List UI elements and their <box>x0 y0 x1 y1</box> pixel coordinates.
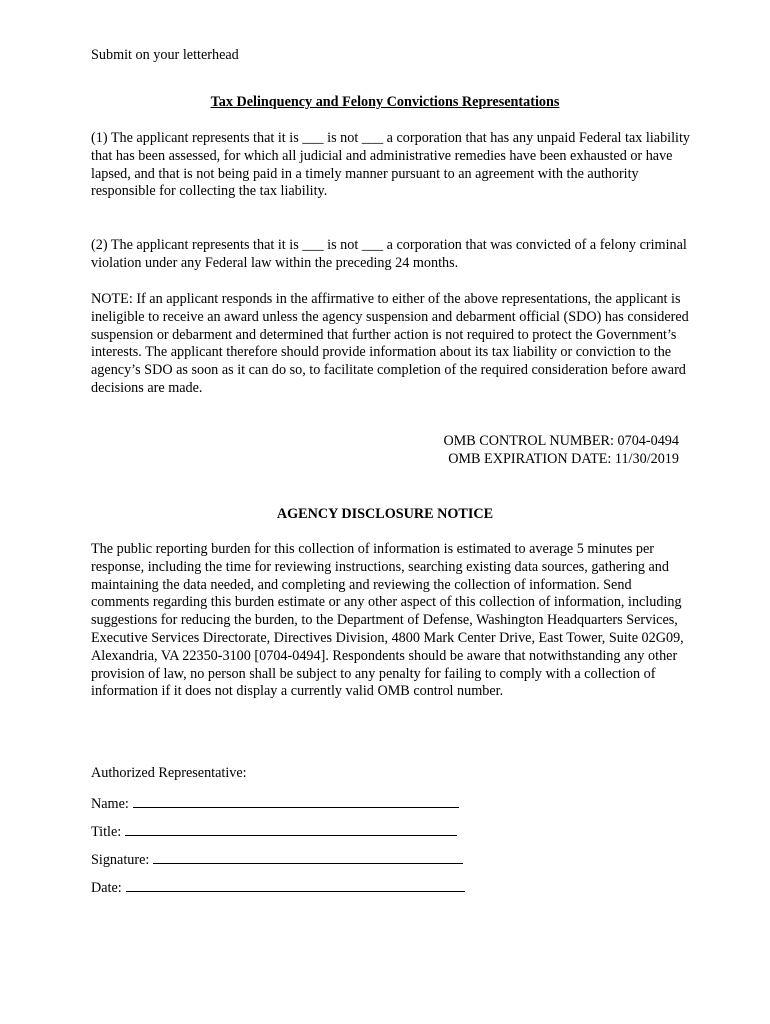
paragraph-1-text-c: a corporation that has any unpaid Federal tax liability that has been assessed, for which all judicial and administrative remedies have been exhausted or have lapsed, and that is not being paid in a timely manner pursuant to an agreement with the authority responsible for collecting the tax liability. <box>91 130 691 200</box>
paragraph-2-blank-is[interactable]: ___ <box>302 237 324 253</box>
paragraph-1-text-a: (1) The applicant represents that it is <box>91 130 299 146</box>
date-label: Date: <box>91 880 122 896</box>
name-field-row <box>91 793 459 814</box>
disclosure-body: The public reporting burden for this collection of information is estimated to average 5 minutes per response, including the time for reviewing instructions, searching existing data sources, gathering and maintaining the data needed, and completing and reviewing the collection of information. Send comments regarding this burden estimate or any other aspect of this collection of information, including suggestions for reducing the burden, to the Department of Defense, Washington Headquarters Services, Executive Services Directorate, Directives Division, 4800 Mark Center Drive, East Tower, Suite 02G09, Alexandria, VA 22350-3100 [0704-0494]. Respondents should be aware that notwithstanding any other provision of law, no person shall be subject to any penalty for failing to comply with a collection of information if it does not display a currently valid OMB control number. <box>91 541 684 700</box>
document-title: Tax Delinquency and Felony Convictions Representations <box>210 94 560 110</box>
representation-paragraph-2 <box>91 237 691 273</box>
signature-block-heading: Authorized Representative: <box>91 765 247 781</box>
signature-field-row <box>91 849 463 870</box>
paragraph-2-text-c: a corporation that was convicted of a felony criminal violation under any Federal law within the preceding 24 months. <box>91 237 687 271</box>
title-field-row <box>91 821 457 842</box>
name-label: Name: <box>91 796 129 812</box>
disclosure-heading: AGENCY DISCLOSURE NOTICE <box>276 506 494 522</box>
signature-label: Signature: <box>91 852 150 868</box>
paragraph-1-blank-is-not[interactable]: ___ <box>361 130 384 146</box>
title-field[interactable] <box>125 821 457 836</box>
name-field[interactable] <box>133 793 459 808</box>
paragraph-2-blank-is-not[interactable]: ___ <box>361 237 384 253</box>
letterhead-note: Submit on your letterhead <box>91 47 239 63</box>
title-label: Title: <box>91 824 122 840</box>
date-field-row <box>91 877 465 898</box>
omb-control-number: OMB CONTROL NUMBER: 0704-0494 <box>443 433 679 449</box>
representation-paragraph-1 <box>91 130 691 201</box>
signature-field[interactable] <box>153 849 463 864</box>
note-paragraph: NOTE: If an applicant responds in the affirmative to either of the above representations, the applicant is ineligible to receive an award unless the agency suspension and debarment official (SDO) has considered suspension or debarment and determined that further action is not required to protect the Government’s interests. The applicant therefore should provide information about its tax liability or conviction to the agency’s SDO as soon as it can do so, to facilitate completion of the required consideration before award decisions are made. <box>91 291 689 396</box>
paragraph-2-text-b: is not <box>327 237 359 253</box>
omb-expiration-date: OMB EXPIRATION DATE: 11/30/2019 <box>448 451 679 467</box>
paragraph-1-text-b: is not <box>327 130 359 146</box>
date-field[interactable] <box>126 877 465 892</box>
paragraph-2-text-a: (2) The applicant represents that it is <box>91 237 299 253</box>
paragraph-1-blank-is[interactable]: ___ <box>302 130 324 146</box>
